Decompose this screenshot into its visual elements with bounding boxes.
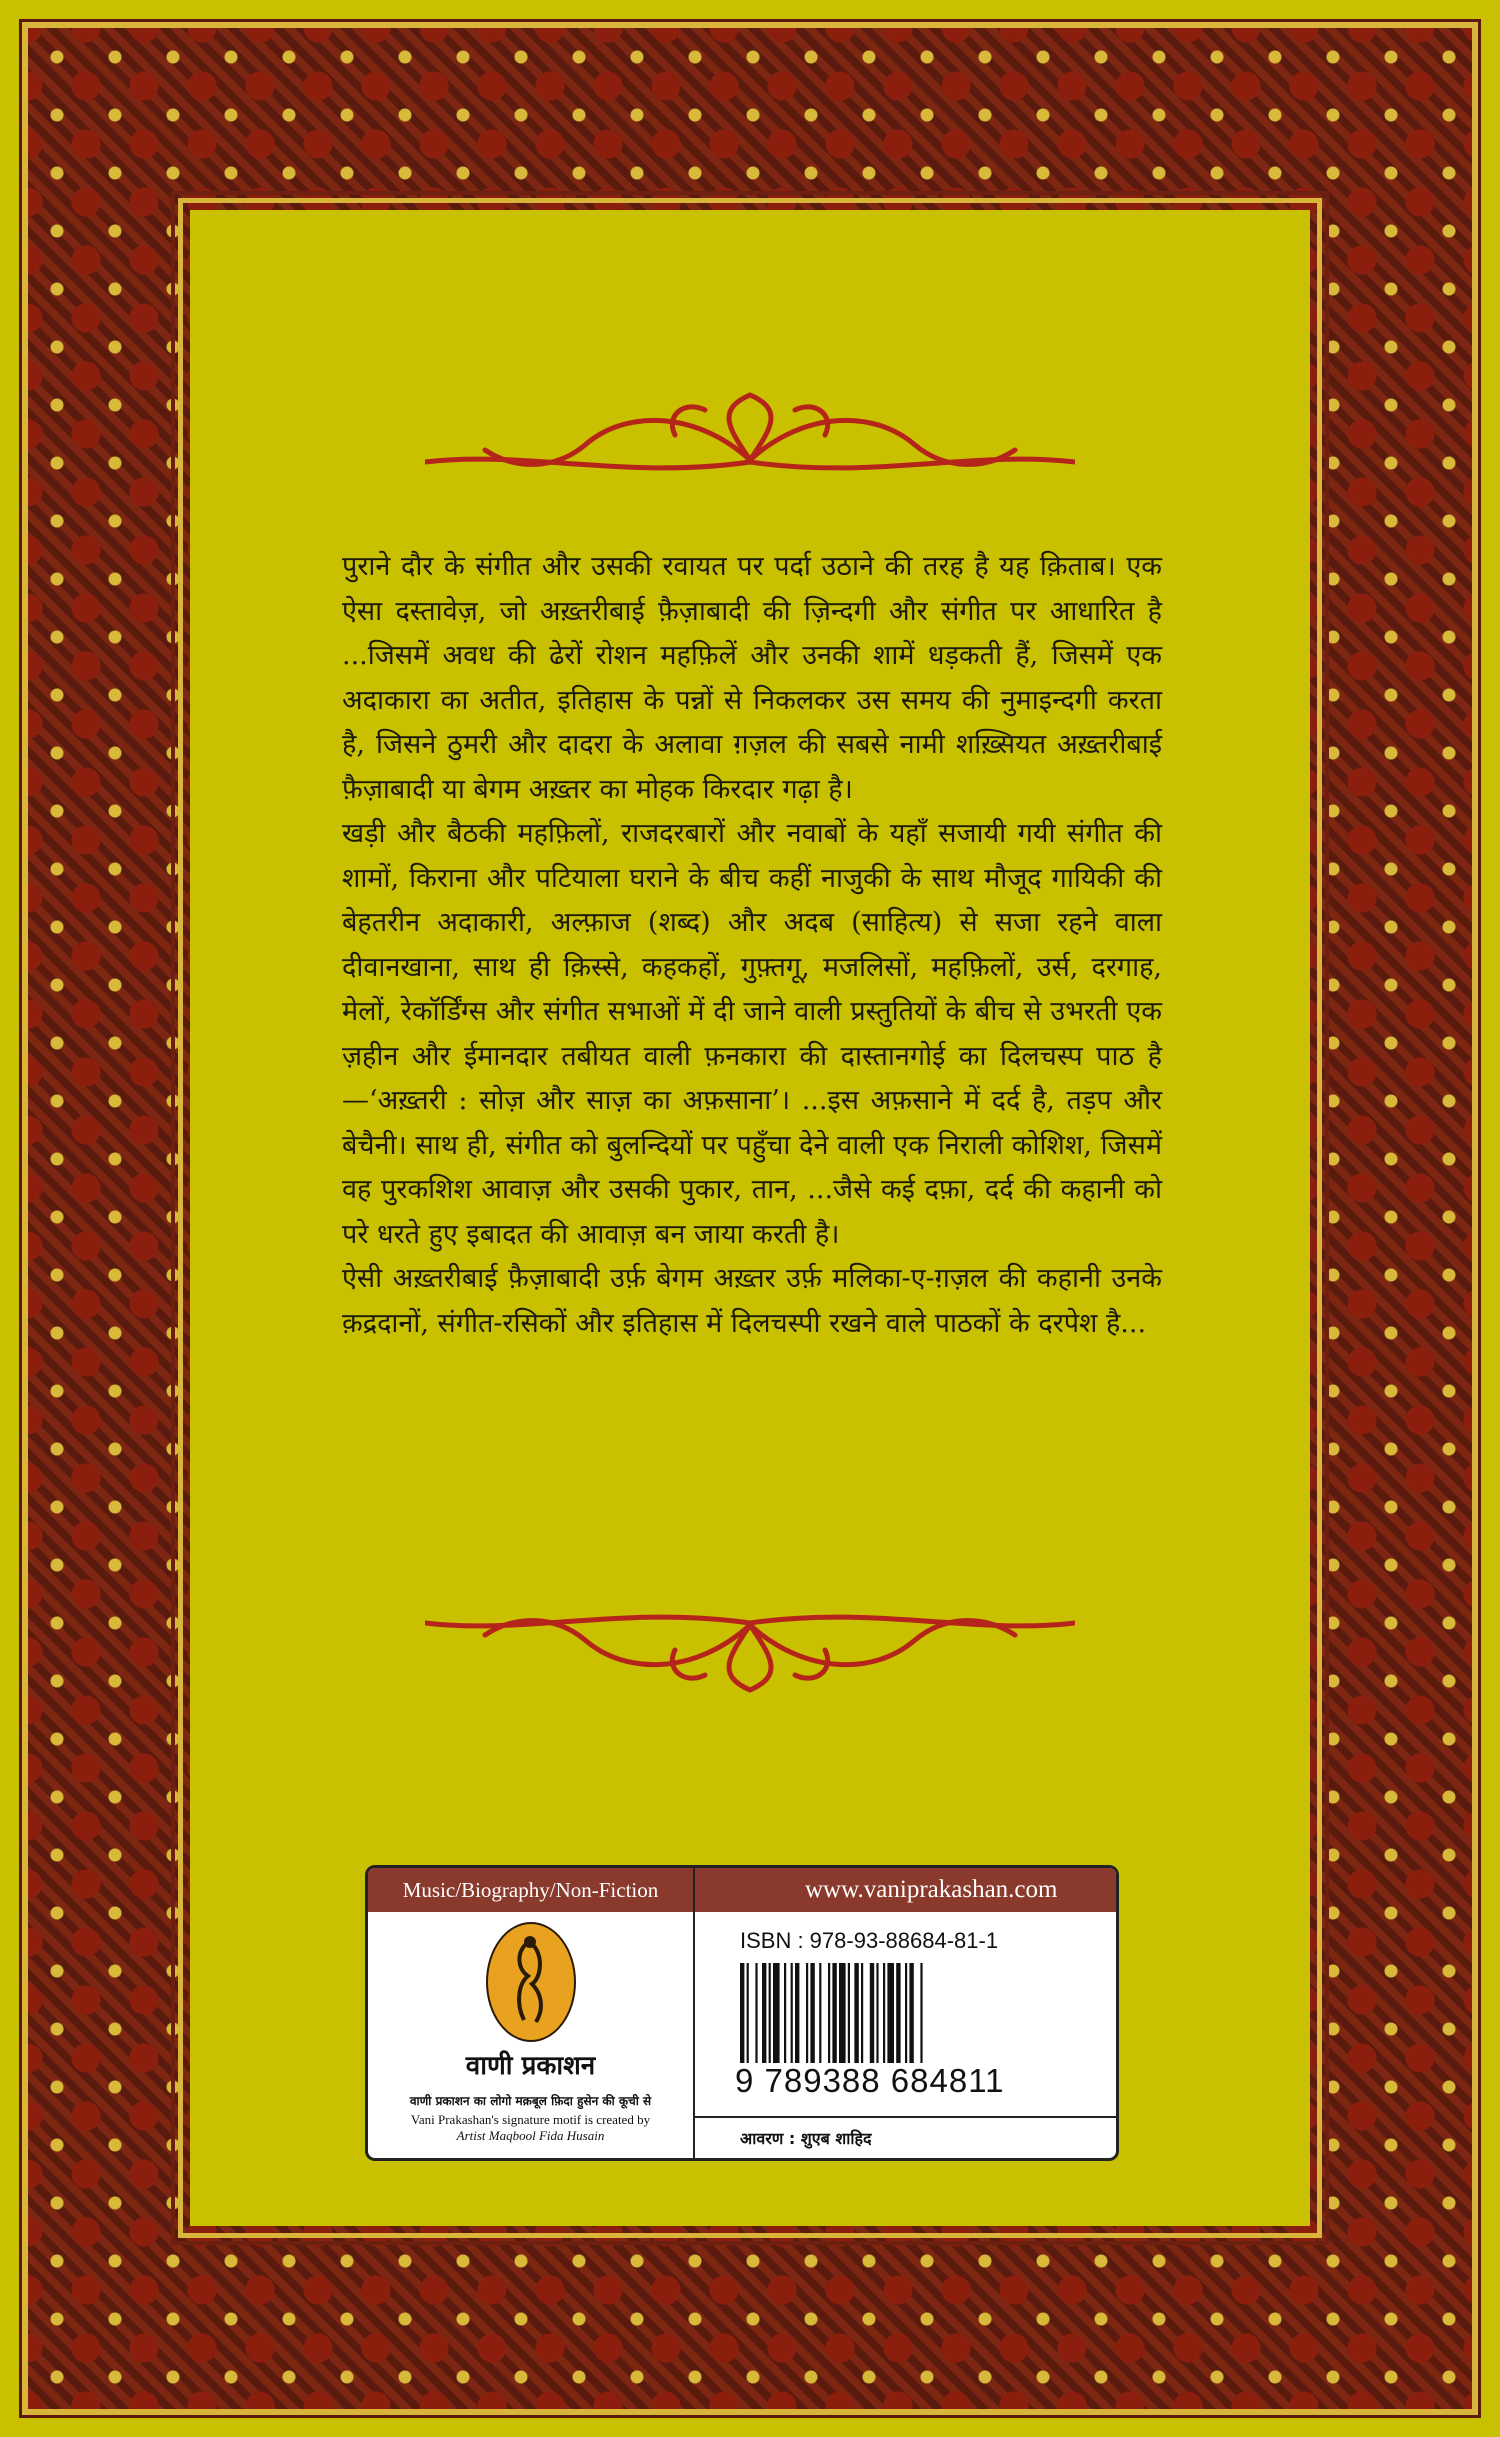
vani-prakashan-logo-icon: [486, 1922, 576, 2042]
barcode-number: 9 789388 684811: [735, 2062, 1005, 2099]
barcode-icon: [740, 1963, 1040, 2063]
publisher-info-box: [365, 1865, 1119, 2161]
website-label: www.vaniprakashan.com: [695, 1868, 1116, 1912]
cover-credit: आवरण : शुएब शाहिद: [695, 2116, 1116, 2158]
category-label: Music/Biography/Non-Fiction: [368, 1868, 693, 1912]
paragraph-3: ऐसी अख़्तरीबाई फ़ैज़ाबादी उर्फ़ बेगम अख़्तर उर्फ़ मलिका-ए-ग़ज़ल की कहानी उनके क़द्रदानों, संगीत-रसिकों और इतिहास में दिलचस्पी रखने वाले पाठकों के दरपेश है...: [342, 1263, 1162, 1339]
logo-note-hindi: वाणी प्रकाशन का लोगो मक़बूल फ़िदा हुसेन की कूची से: [409, 2094, 652, 2108]
logo-note-english: [372, 2112, 689, 2144]
brand-name: वाणी प्रकाशन: [465, 2051, 596, 2081]
back-cover-text: [342, 545, 1162, 1346]
isbn-column: [695, 1868, 1116, 2158]
publisher-column: [368, 1868, 695, 2158]
logo-note-english-text: Vani Prakashan's signature motif is created by: [410, 2112, 651, 2127]
paragraph-1: पुराने दौर के संगीत और उसकी रवायत पर पर्दा उठाने की तरह है यह क़िताब। एक ऐसा दस्तावेज़, जो अख़्तरीबाई फ़ैज़ाबादी की ज़िन्दगी और संगीत पर आधारित है ...जिसमें अवध की ढेरों रोशन महफ़िलें और उनकी शामें धड़कती हैं, जिसमें एक अदाकारा का अतीत, इतिहास के पन्नों से निकलकर उस समय की नुमाइन्दगी करता है, जिसने ठुमरी और दादरा के अलावा ग़ज़ल की सबसे नामी शख़्सियत अख़्तरीबाई फ़ैज़ाबादी या बेगम अख़्तर का मोहक किरदार गढ़ा है।: [342, 551, 1162, 805]
flourish-ornament-bottom: [425, 1585, 1075, 1695]
flourish-ornament-top: [425, 390, 1075, 500]
paragraph-2: खड़ी और बैठकी महफ़िलों, राजदरबारों और नवाबों के यहाँ सजायी गयी संगीत की शामों, किराना और पटियाला घराने के बीच कहीं नाजुकी के साथ मौजूद गायिकी की बेहतरीन अदाकारी, अल्फ़ाज (शब्द) और अदब (साहित्य) से सजा रहने वाला दीवानखाना, साथ ही क़िस्से, कहकहों, गुफ़्तगू, मजलिसों, महफ़िलों, उर्स, दरगाह, मेलों, रेकॉर्डिंग्स और संगीत सभाओं में दी जाने वाली प्रस्तुतियों के बीच से उभरती एक ज़हीन और ईमानदार तबीयत वाली फ़नकारा की दास्तानगोई का दिलचस्प पाठ है—‘अख़्तरी : सोज़ और साज़ का अफ़साना’। ...इस अफ़साने में दर्द है, तड़प और बेचैनी। साथ ही, संगीत को बुलन्दियों पर पहुँचा देने वाली एक निराली कोशिश, जिसमें वह पुरकशिश आवाज़ और उसकी पुकार, तान, ...जैसे कई दफ़ा, दर्द की कहानी को परे धरते हुए इबादत की आवाज़ बन जाया करती है।: [342, 818, 1162, 1250]
logo-artist: Artist Maqbool Fida Husain: [456, 2128, 605, 2143]
isbn-label: ISBN : 978-93-88684-81-1: [740, 1928, 999, 1953]
